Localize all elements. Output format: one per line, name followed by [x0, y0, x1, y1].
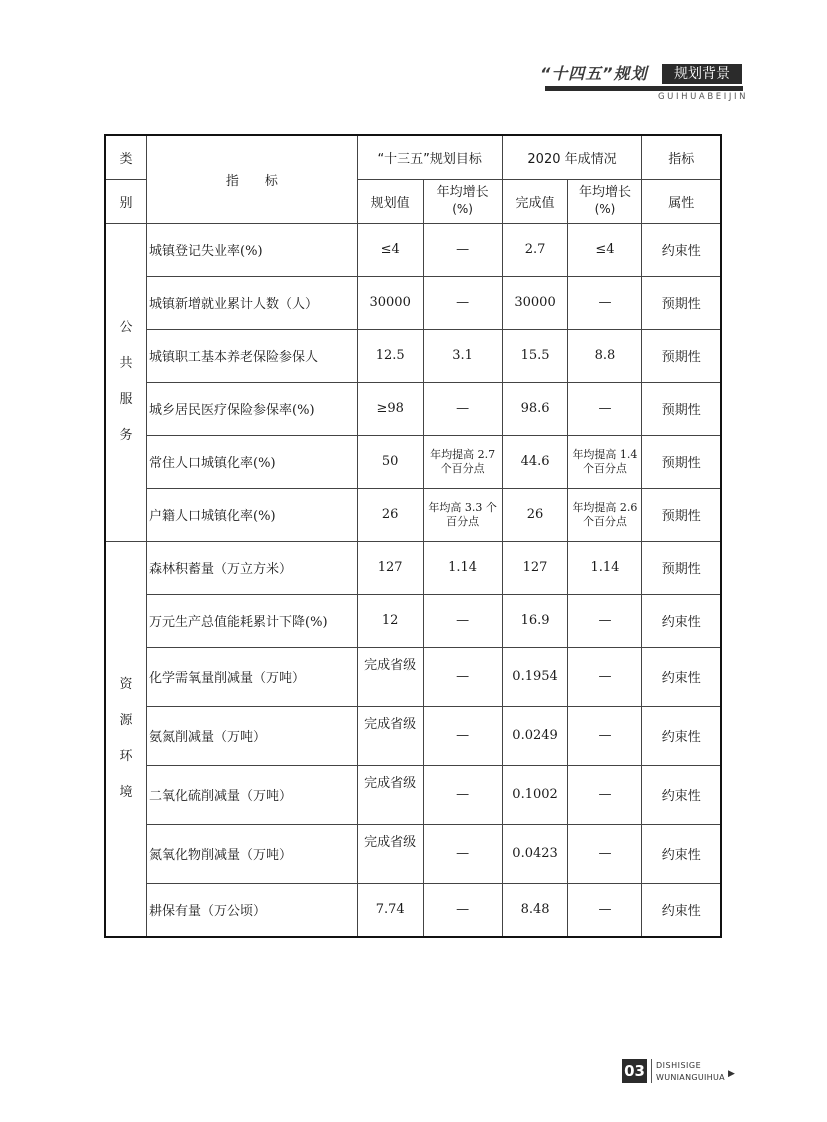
- attribute: 约束性: [642, 594, 721, 647]
- table-row: [105, 647, 721, 706]
- done-value: 0.1002: [502, 765, 568, 824]
- table-row: [105, 883, 721, 937]
- category-char: 公: [119, 320, 133, 335]
- growth-label: 年均增长: [436, 185, 489, 200]
- category-char: 务: [119, 428, 133, 443]
- plan-value: 127: [357, 541, 423, 594]
- indicator-name: 耕保有量（万公顷）: [147, 883, 358, 937]
- plan-growth: 年均高 3.3 个 百分点: [423, 488, 502, 541]
- plan-growth: 1.14: [423, 541, 502, 594]
- done-value: 0.1954: [502, 647, 568, 706]
- done-value: 127: [502, 541, 568, 594]
- footer-line-2: WUNIANGUIHUA: [656, 1073, 725, 1082]
- plan-growth: —: [423, 276, 502, 329]
- plan-growth: —: [423, 765, 502, 824]
- indicator-name: 万元生产总值能耗累计下降(%): [147, 594, 358, 647]
- plan-value-header: 规划值: [357, 179, 423, 223]
- attribute: 预期性: [642, 329, 721, 382]
- plan-growth: —: [423, 594, 502, 647]
- done-value: 44.6: [502, 435, 568, 488]
- table-row: [105, 276, 721, 329]
- attribute: 预期性: [642, 488, 721, 541]
- category-char: 资: [119, 676, 133, 692]
- done-value-header: 完成值: [502, 179, 568, 223]
- attribute: 约束性: [642, 765, 721, 824]
- footer-divider: [651, 1059, 652, 1083]
- table-row: [105, 329, 721, 382]
- table-row: [105, 706, 721, 765]
- done-growth: —: [568, 706, 642, 765]
- plan-value: ≥98: [357, 382, 423, 435]
- plan-value: 50: [357, 435, 423, 488]
- done-value: 30000: [502, 276, 568, 329]
- category-char: 共: [119, 356, 133, 371]
- done-growth: 年均提高 2.6 个百分点: [568, 488, 642, 541]
- indicator-table: [104, 134, 722, 938]
- section-label: 规划背景: [662, 64, 742, 84]
- header-subtitle: GUIHUABEIJIN: [658, 92, 749, 102]
- indicator-name: 氨氮削减量（万吨）: [147, 706, 358, 765]
- indicator-name: 户籍人口城镇化率(%): [147, 488, 358, 541]
- header-rule: [545, 86, 743, 91]
- done-value: 16.9: [502, 594, 568, 647]
- category-cell: [105, 541, 147, 937]
- plan-growth: —: [423, 824, 502, 883]
- header-title: “十四五”规划: [540, 64, 648, 83]
- plan-value: 7.74: [357, 883, 423, 937]
- footer-line-1: DISHISIGE: [656, 1061, 702, 1070]
- indicator-name: 化学需氧量削减量（万吨）: [147, 647, 358, 706]
- indicator-name: 城镇新增就业累计人数（人）: [147, 276, 358, 329]
- plan-group-header: “十三五”规划目标: [357, 135, 502, 179]
- plan-value: 完成省级: [357, 765, 423, 824]
- done-growth: —: [568, 765, 642, 824]
- attribute: 约束性: [642, 883, 721, 937]
- plan-growth-header: [423, 179, 502, 223]
- attribute-header-top: 指标: [642, 135, 721, 179]
- attribute: 预期性: [642, 541, 721, 594]
- done-growth: —: [568, 647, 642, 706]
- done-growth: 8.8: [568, 329, 642, 382]
- indicator-header: 指 标: [147, 135, 358, 223]
- growth-unit: (%): [452, 202, 473, 216]
- indicator-name: 城乡居民医疗保险参保率(%): [147, 382, 358, 435]
- attribute: 预期性: [642, 276, 721, 329]
- plan-growth: 年均提高 2.7 个百分点: [423, 435, 502, 488]
- plan-growth: 3.1: [423, 329, 502, 382]
- done-value: 0.0249: [502, 706, 568, 765]
- attribute: 约束性: [642, 824, 721, 883]
- category-header-bottom: 别: [105, 179, 147, 223]
- plan-growth: —: [423, 223, 502, 276]
- done-value: 98.6: [502, 382, 568, 435]
- table-row: [105, 594, 721, 647]
- attribute-header-bottom: 属性: [642, 179, 721, 223]
- table-row: [105, 824, 721, 883]
- category-char: 源: [119, 712, 133, 728]
- done-growth: —: [568, 824, 642, 883]
- plan-value: 完成省级: [357, 647, 423, 706]
- done-growth: ≤4: [568, 223, 642, 276]
- done-value: 0.0423: [502, 824, 568, 883]
- done-growth: 年均提高 1.4 个百分点: [568, 435, 642, 488]
- done-value: 26: [502, 488, 568, 541]
- category-cell: [105, 223, 147, 541]
- plan-value: ≤4: [357, 223, 423, 276]
- done-growth: —: [568, 594, 642, 647]
- category-char: 境: [119, 784, 133, 800]
- plan-value: 12: [357, 594, 423, 647]
- attribute: 约束性: [642, 706, 721, 765]
- done-value: 2.7: [502, 223, 568, 276]
- table-row: [105, 223, 721, 276]
- indicator-name: 城镇登记失业率(%): [147, 223, 358, 276]
- done-growth-header: [568, 179, 642, 223]
- plan-value: 30000: [357, 276, 423, 329]
- indicator-name: 森林积蓄量（万立方米）: [147, 541, 358, 594]
- plan-value: 26: [357, 488, 423, 541]
- done-value: 15.5: [502, 329, 568, 382]
- indicator-name: 城镇职工基本养老保险参保人: [147, 329, 358, 382]
- plan-growth: —: [423, 706, 502, 765]
- attribute: 预期性: [642, 435, 721, 488]
- plan-growth: —: [423, 883, 502, 937]
- plan-value: 完成省级: [357, 824, 423, 883]
- plan-value: 12.5: [357, 329, 423, 382]
- actual-group-header: 2020 年成情况: [502, 135, 642, 179]
- page-number: 03: [622, 1059, 647, 1083]
- category-char: 服: [119, 392, 133, 407]
- attribute: 预期性: [642, 382, 721, 435]
- plan-value: 完成省级: [357, 706, 423, 765]
- category-char: 环: [119, 748, 133, 764]
- done-growth: —: [568, 883, 642, 937]
- attribute: 约束性: [642, 647, 721, 706]
- indicator-name: 常住人口城镇化率(%): [147, 435, 358, 488]
- table-row: [105, 382, 721, 435]
- growth-label: 年均增长: [578, 185, 631, 200]
- table-row: [105, 765, 721, 824]
- done-growth: 1.14: [568, 541, 642, 594]
- indicator-name: 氮氧化物削减量（万吨）: [147, 824, 358, 883]
- table-row: [105, 435, 721, 488]
- arrow-right-icon: ▶: [728, 1069, 735, 1079]
- attribute: 约束性: [642, 223, 721, 276]
- done-growth: —: [568, 382, 642, 435]
- table-row: [105, 488, 721, 541]
- growth-unit: (%): [594, 202, 616, 216]
- plan-growth: —: [423, 382, 502, 435]
- category-header-top: 类: [105, 135, 147, 179]
- done-growth: —: [568, 276, 642, 329]
- done-value: 8.48: [502, 883, 568, 937]
- table-row: [105, 541, 721, 594]
- plan-growth: —: [423, 647, 502, 706]
- indicator-name: 二氧化硫削减量（万吨）: [147, 765, 358, 824]
